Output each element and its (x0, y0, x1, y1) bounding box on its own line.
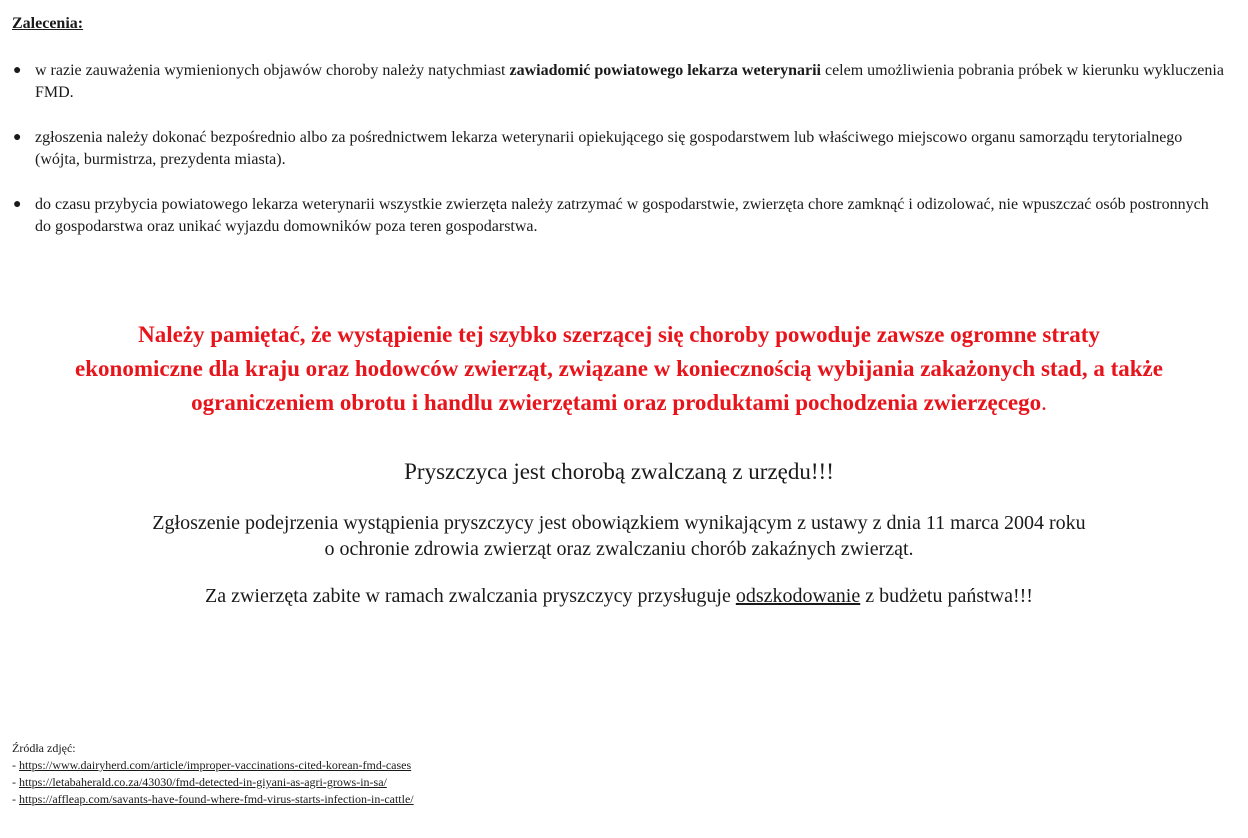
sources-title: Źródła zdjęć: (12, 741, 76, 755)
compensation-text: Za zwierzęta zabite w ramach zwalczania pryszczycy przysługuje (205, 585, 736, 607)
recommendation-item-isolate (12, 194, 1224, 238)
source-link-affleap[interactable]: https://affleap.com/savants-have-found-where-fmd-virus-starts-infection-in-cattle/ (19, 792, 414, 806)
reporting-line: Zgłoszenie podejrzenia wystąpienia pryszczycy jest obowiązkiem wynikającym z ustawy z dnia 11 marca 2004 roku (152, 512, 1086, 534)
image-sources (12, 740, 414, 808)
source-row (12, 757, 414, 774)
reporting-line: o ochronie zdrowia zwierząt oraz zwalczaniu chorób zakaźnych zwierząt. (324, 538, 914, 560)
bullet-icon: ● (13, 197, 22, 212)
warning-line: ekonomiczne dla kraju oraz hodowców zwierząt, związane w koniecznością wybijania zakażonych stad, a także (75, 356, 1163, 381)
recommendations-heading: Zalecenia: (12, 15, 84, 32)
recommendation-item-notify (12, 60, 1224, 104)
recommendations-list (12, 60, 1224, 261)
source-link-letabaherald[interactable]: https://letabaherald.co.za/43030/fmd-detected-in-giyani-as-agri-grows-in-sa/ (19, 775, 387, 789)
recommendation-text: zgłoszenia należy dokonać bezpośrednio albo za pośrednictwem lekarza weterynarii opiekującego się gospodarstwem lub właściwego miejscowo organu samorządu terytorialnego (wójta, burmistrza, prezydenta miasta). (35, 129, 1183, 168)
recommendation-item-report (12, 127, 1224, 171)
compensation-text-tail: z budżetu państwa!!! (860, 585, 1033, 607)
economic-loss-warning (0, 318, 1238, 420)
bullet-icon: ● (13, 63, 22, 78)
source-prefix: - (12, 758, 19, 772)
compensation-statement (0, 583, 1238, 609)
source-prefix: - (12, 792, 19, 806)
recommendation-emphasis: zawiadomić powiatowego lekarza weterynarii (509, 62, 821, 79)
official-disease-statement: Pryszczyca jest chorobą zwalczaną z urzędu!!! (404, 459, 834, 484)
source-row (12, 774, 414, 791)
recommendation-text: do czasu przybycia powiatowego lekarza weterynarii wszystkie zwierzęta należy zatrzymać w gospodarstwie, zwierzęta chore zamknąć i odizolować, nie wpuszczać osób postronnych do gospodarstwa oraz unikać wyjazdu domowników poza teren gospodarstwa. (35, 196, 1209, 235)
recommendation-text-tail: celem umożliwienia pobrania próbek w kierunku wykluczenia FMD. (35, 62, 1224, 101)
recommendation-text: w razie zauważenia wymienionych objawów choroby należy natychmiast (35, 62, 510, 79)
source-row (12, 791, 414, 808)
bullet-icon: ● (13, 130, 22, 145)
source-link-dairyherd[interactable]: https://www.dairyherd.com/article/improper-vaccinations-cited-korean-fmd-cases (19, 758, 412, 772)
reporting-obligation (0, 510, 1238, 562)
warning-period: . (1041, 390, 1047, 415)
compensation-underlined: odszkodowanie (735, 585, 861, 607)
warning-line: Należy pamiętać, że wystąpienie tej szybko szerzącej się choroby powoduje zawsze ogromne straty (138, 322, 1100, 347)
warning-line: ograniczeniem obrotu i handlu zwierzętami oraz produktami pochodzenia zwierzęcego (191, 390, 1042, 415)
source-prefix: - (12, 775, 19, 789)
